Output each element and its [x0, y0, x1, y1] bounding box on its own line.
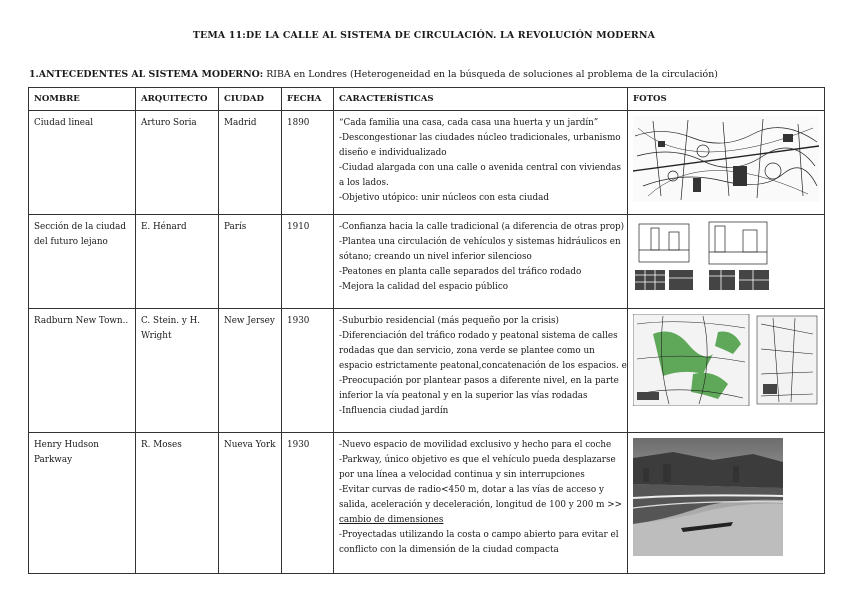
cell-fotos [628, 433, 825, 574]
table-row [29, 111, 825, 215]
section-heading-bold: 1.ANTECEDENTES AL SISTEMA MODERNO: [29, 69, 264, 80]
table-row [29, 309, 825, 433]
radburn-plan-image [633, 314, 819, 406]
char-line: salida, aceleración y deceleración, longitud de 100 y 200 m >> [339, 500, 622, 510]
char-line: -Preocupación por plantear pasos a diferente nivel, en la parte [339, 376, 619, 386]
char-line: -Mejora la calidad del espacio público [339, 282, 509, 292]
char-line: a los lados. [339, 178, 389, 188]
char-line: -Confianza hacia la calle tradicional (a diferencia de otras prop) [339, 222, 625, 232]
table-row [29, 433, 825, 574]
cell-arquitecto: R. Moses [136, 433, 219, 574]
char-line: espacio estrictamente peatonal,concatenación de los espacios. e [339, 361, 627, 371]
char-line: por una línea a velocidad continua y sin interrupciones [339, 470, 585, 480]
char-line-underlined: cambio de dimensiones [339, 515, 444, 525]
char-line: -Descongestionar las ciudades núcleo tradicionales, urbanismo [339, 133, 621, 143]
cell-nombre: Ciudad lineal [29, 111, 136, 215]
cell-fotos [628, 215, 825, 309]
cell-caracteristicas [334, 215, 628, 309]
cell-fecha: 1930 [282, 309, 334, 433]
cell-arquitecto: E. Hénard [136, 215, 219, 309]
page-title: TEMA 11:DE LA CALLE AL SISTEMA DE CIRCULACIÓN. LA REVOLUCIÓN MODERNA [192, 30, 656, 41]
char-line: -Evitar curvas de radio<450 m, dotar a las vías de acceso y [339, 485, 604, 495]
cell-nombre: Sección de la ciudad del futuro lejano [29, 215, 136, 309]
cell-arquitecto: Arturo Soria [136, 111, 219, 215]
char-line: -Proyectadas utilizando la costa o campo abierto para evitar el [339, 530, 619, 540]
cell-fecha: 1930 [282, 433, 334, 574]
char-line: rodadas que dan servicio, zona verde se plantee como un [339, 346, 595, 356]
char-line: diseño e individualizado [339, 148, 447, 158]
cell-fecha: 1890 [282, 111, 334, 215]
cell-caracteristicas [334, 111, 628, 215]
header-arquitecto: ARQUITECTO [136, 88, 219, 111]
section-heading [29, 69, 718, 80]
cell-ciudad: Nueva York [219, 433, 282, 574]
cell-ciudad: New Jersey [219, 309, 282, 433]
table-row [29, 215, 825, 309]
cell-arquitecto: C. Stein. y H. Wright [136, 309, 219, 433]
char-line: -Nuevo espacio de movilidad exclusivo y hecho para el coche [339, 440, 612, 450]
header-ciudad: CIUDAD [219, 88, 282, 111]
cell-nombre: Radburn New Town.. [29, 309, 136, 433]
cell-ciudad: Madrid [219, 111, 282, 215]
cell-fotos [628, 309, 825, 433]
char-line: inferior la vía peatonal y en la superior las vías rodadas [339, 391, 588, 401]
char-line: -Diferenciación del tráfico rodado y peatonal sistema de calles [339, 331, 618, 341]
char-line: -Suburbio residencial (más pequeño por la crisis) [339, 316, 559, 326]
char-line: -Peatones en planta calle separados del tráfico rodado [339, 267, 582, 277]
char-line: conflicto con la dimensión de la ciudad compacta [339, 545, 559, 555]
ciudad-lineal-map-image [633, 116, 819, 202]
char-line: “Cada familia una casa, cada casa una huerta y un jardín” [339, 118, 599, 128]
header-fecha: FECHA [282, 88, 334, 111]
char-line: -Parkway, único objetivo es que el vehículo pueda desplazarse [339, 455, 616, 465]
cell-caracteristicas [334, 309, 628, 433]
cell-fotos [628, 111, 825, 215]
header-nombre: NOMBRE [29, 88, 136, 111]
cell-caracteristicas [334, 433, 628, 574]
char-line: sótano; creando un nivel inferior silencioso [339, 252, 532, 262]
char-line: -Ciudad alargada con una calle o avenida central con viviendas [339, 163, 621, 173]
header-caracteristicas: CARACTERÍSTICAS [334, 88, 628, 111]
header-fotos: FOTOS [628, 88, 825, 111]
hudson-parkway-photo [633, 438, 783, 556]
table-header-row [29, 88, 825, 111]
cell-fecha: 1910 [282, 215, 334, 309]
section-heading-rest: RIBA en Londres (Heterogeneidad en la búsqueda de soluciones al problema de la circulación) [263, 69, 718, 80]
architecture-table [28, 87, 825, 574]
char-line: -Objetivo utópico: unir núcleos con esta ciudad [339, 193, 550, 203]
cell-nombre: Henry Hudson Parkway [29, 433, 136, 574]
char-line: -Influencia ciudad jardín [339, 406, 449, 416]
char-line: -Plantea una circulación de vehículos y sistemas hidráulicos en [339, 237, 621, 247]
cell-ciudad: París [219, 215, 282, 309]
henard-section-drawings [633, 220, 819, 294]
